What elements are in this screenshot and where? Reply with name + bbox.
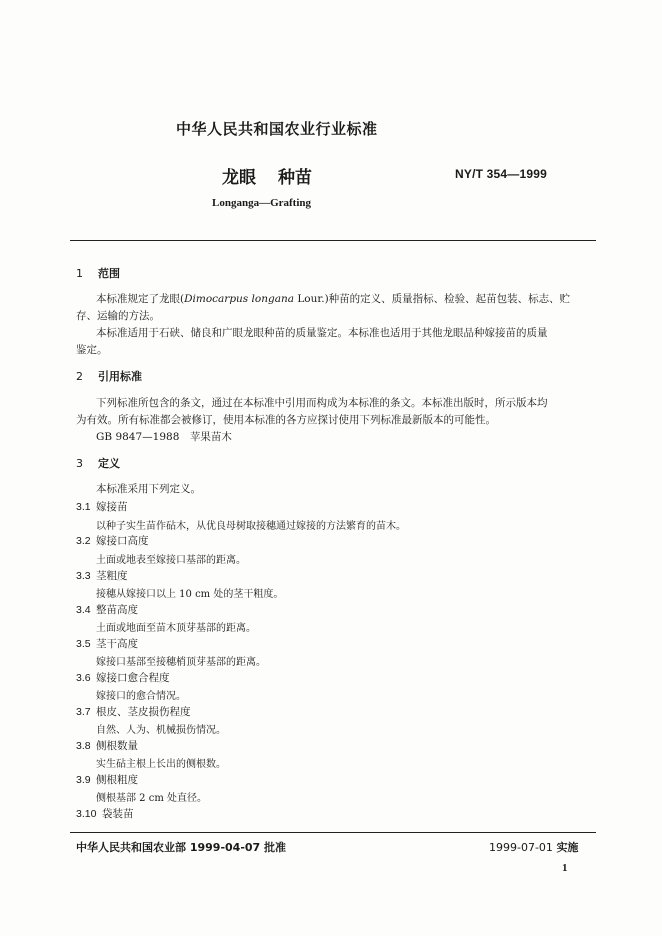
term-3-10: [76, 806, 134, 821]
term-number: 3.2: [76, 535, 91, 547]
section-number: 1: [76, 267, 83, 280]
section-2-para-1: 下列标准所包含的条文，通过在本标准中引用而构成为本标准的条文。本标准出版时，所示版本均: [96, 397, 548, 409]
section-2-para-1-cont: 为有效。所有标准都会被修订，使用本标准的各方应探讨使用下列标准最新版本的可能性。: [76, 414, 496, 426]
term-number: 3.4: [76, 604, 91, 616]
implement-line: [489, 839, 578, 855]
document-title: [222, 163, 312, 188]
term-name: 侧根粗度: [96, 774, 138, 786]
section-title: 引用标准: [98, 370, 142, 383]
term-number: 3.1: [76, 501, 91, 513]
term-number: 3.6: [76, 672, 91, 684]
section-2-heading: [76, 368, 142, 384]
header-divider: [70, 240, 596, 241]
term-3-1: [76, 499, 128, 514]
org-title: 中华人民共和国农业行业标准: [176, 120, 378, 138]
term-3-8: [76, 738, 138, 753]
section-3-intro: 本标准采用下列定义。: [96, 483, 201, 495]
term-number: 3.8: [76, 740, 91, 752]
term-3-3: [76, 568, 128, 583]
term-number: 3.7: [76, 706, 91, 718]
term-name: 嫁接苗: [96, 501, 128, 513]
term-3-3-def: 接穗从嫁接口以上 10 cm 处的茎干粗度。: [96, 589, 284, 600]
implement-date: 1999-07-01: [489, 841, 553, 854]
term-name: 茎粗度: [96, 570, 128, 582]
section-number: 2: [76, 370, 83, 383]
term-number: 3.5: [76, 638, 91, 650]
text-run: Lour.)种苗的定义、质量指标、检验、起苗包装、标志、贮: [293, 293, 571, 305]
title-main: 龙眼: [222, 168, 256, 188]
english-title: Longanga—Grafting: [212, 197, 312, 209]
section-1-para-1: [96, 290, 570, 308]
term-name: 嫁接口高度: [96, 535, 149, 547]
term-3-2-def: 土面或地表至嫁接口基部的距离。: [96, 555, 246, 566]
term-number: 3.3: [76, 570, 91, 582]
section-title: 定义: [98, 457, 120, 470]
term-3-4-def: 土面或地面至苗木顶芽基部的距离。: [96, 623, 256, 634]
text-run: 本标准规定了龙眼(: [96, 293, 185, 305]
page-number: 1: [562, 862, 568, 874]
section-title: 范围: [98, 267, 120, 280]
term-name: 整苗高度: [96, 604, 138, 616]
term-name: 根皮、茎皮损伤程度: [96, 706, 191, 718]
reference-gb9847: GB 9847—1988 苹果苗木: [96, 431, 232, 443]
section-1-heading: [76, 265, 120, 281]
term-3-1-def: 以种子实生苗作砧木，从优良母树取接穗通过嫁接的方法繁育的苗木。: [96, 521, 406, 532]
term-number: 3.9: [76, 774, 91, 786]
term-name: 嫁接口愈合程度: [96, 672, 170, 684]
title-sub: 种苗: [278, 168, 312, 188]
term-3-9-def: 侧根基部 2 cm 处直径。: [96, 793, 207, 804]
term-3-2: [76, 533, 149, 548]
term-3-6-def: 嫁接口的愈合情况。: [96, 691, 186, 702]
term-3-8-def: 实生砧主根上长出的侧根数。: [96, 759, 226, 770]
section-1-para-2: 本标准适用于石硖、储良和广眼龙眼种苗的质量鉴定。本标准也适用于其他龙眼品种嫁接苗的质量: [96, 327, 548, 339]
implement-label: 实施: [556, 841, 579, 854]
section-1-para-2-cont: 鉴定。: [76, 344, 108, 356]
section-3-heading: [76, 455, 120, 471]
term-number: 3.10: [76, 808, 97, 820]
approval-line: 中华人民共和国农业部 1999-04-07 批准: [76, 841, 287, 854]
latin-name: Dimocarpus longana: [184, 293, 294, 305]
term-3-7-def: 自然、人为、机械损伤情况。: [96, 725, 226, 736]
section-number: 3: [76, 457, 83, 470]
term-3-6: [76, 670, 170, 685]
term-3-5-def: 嫁接口基部至接穗梢顶芽基部的距离。: [96, 657, 266, 668]
term-3-9: [76, 772, 138, 787]
term-3-7: [76, 704, 191, 719]
term-name: 袋装苗: [102, 808, 134, 820]
footer-divider: [70, 832, 596, 833]
term-name: 茎干高度: [96, 638, 138, 650]
term-3-5: [76, 636, 138, 651]
term-3-4: [76, 602, 138, 617]
section-1-para-1-cont: 存、运输的方法。: [76, 310, 160, 322]
term-name: 侧根数量: [96, 740, 138, 752]
standard-number: NY/T 354—1999: [455, 167, 547, 181]
